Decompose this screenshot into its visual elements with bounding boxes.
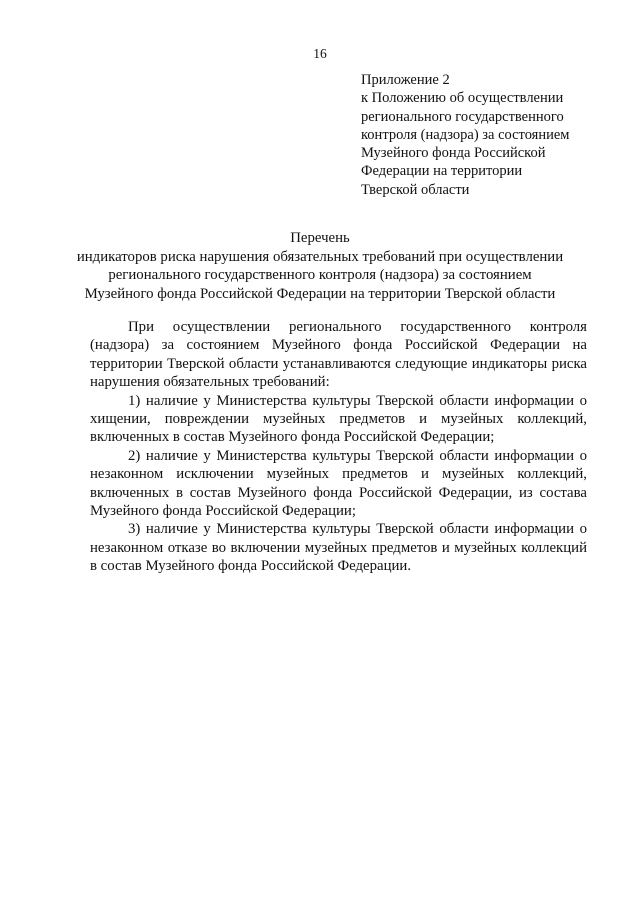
title-line: индикаторов риска нарушения обязательных требований при осуществлении — [76, 248, 564, 265]
intro-paragraph: При осуществлении регионального государственного контроля (надзора) за состоянием Музейного фонда Российской Федерации на территории Тверской области устанавливаются следующие индикаторы риска нарушения обязательных требований: — [90, 319, 587, 391]
appendix-heading — [361, 71, 621, 199]
title-line: Перечень — [290, 230, 350, 246]
appendix-line: Федерации на территории — [361, 163, 523, 180]
appendix-line: к Положению об осуществлении — [361, 90, 564, 107]
list-item: 3) наличие у Министерства культуры Тверской области информации о незаконном отказе во включении музейных предметов и музейных коллекций в состав Музейного фонда Российской Федерации. — [90, 521, 587, 575]
appendix-line: Приложение 2 — [361, 72, 450, 88]
appendix-line: регионального государственного — [361, 108, 564, 125]
title-line: регионального государственного контроля (надзора) за состоянием — [108, 267, 532, 283]
appendix-line: Музейного фонда Российской — [361, 145, 546, 162]
appendix-line: Тверской области — [361, 181, 470, 198]
list-item: 1) наличие у Министерства культуры Тверской области информации о хищении, повреждении музейных предметов и музейных коллекций, включенных в состав Музейного фонда Российской Федерации; — [90, 392, 587, 446]
page-number: 16 — [313, 46, 327, 61]
document-body — [90, 318, 587, 576]
document-title — [0, 229, 640, 303]
title-line: Музейного фонда Российской Федерации на территории Тверской области — [84, 285, 556, 302]
list-item: 2) наличие у Министерства культуры Тверской области информации о незаконном исключении музейных предметов и музейных коллекций, включенных в состав Музейного фонда Российской Федерации, из состава Музейного фонда Российской Федерации; — [90, 447, 587, 520]
appendix-line: контроля (надзора) за состоянием — [361, 126, 570, 143]
